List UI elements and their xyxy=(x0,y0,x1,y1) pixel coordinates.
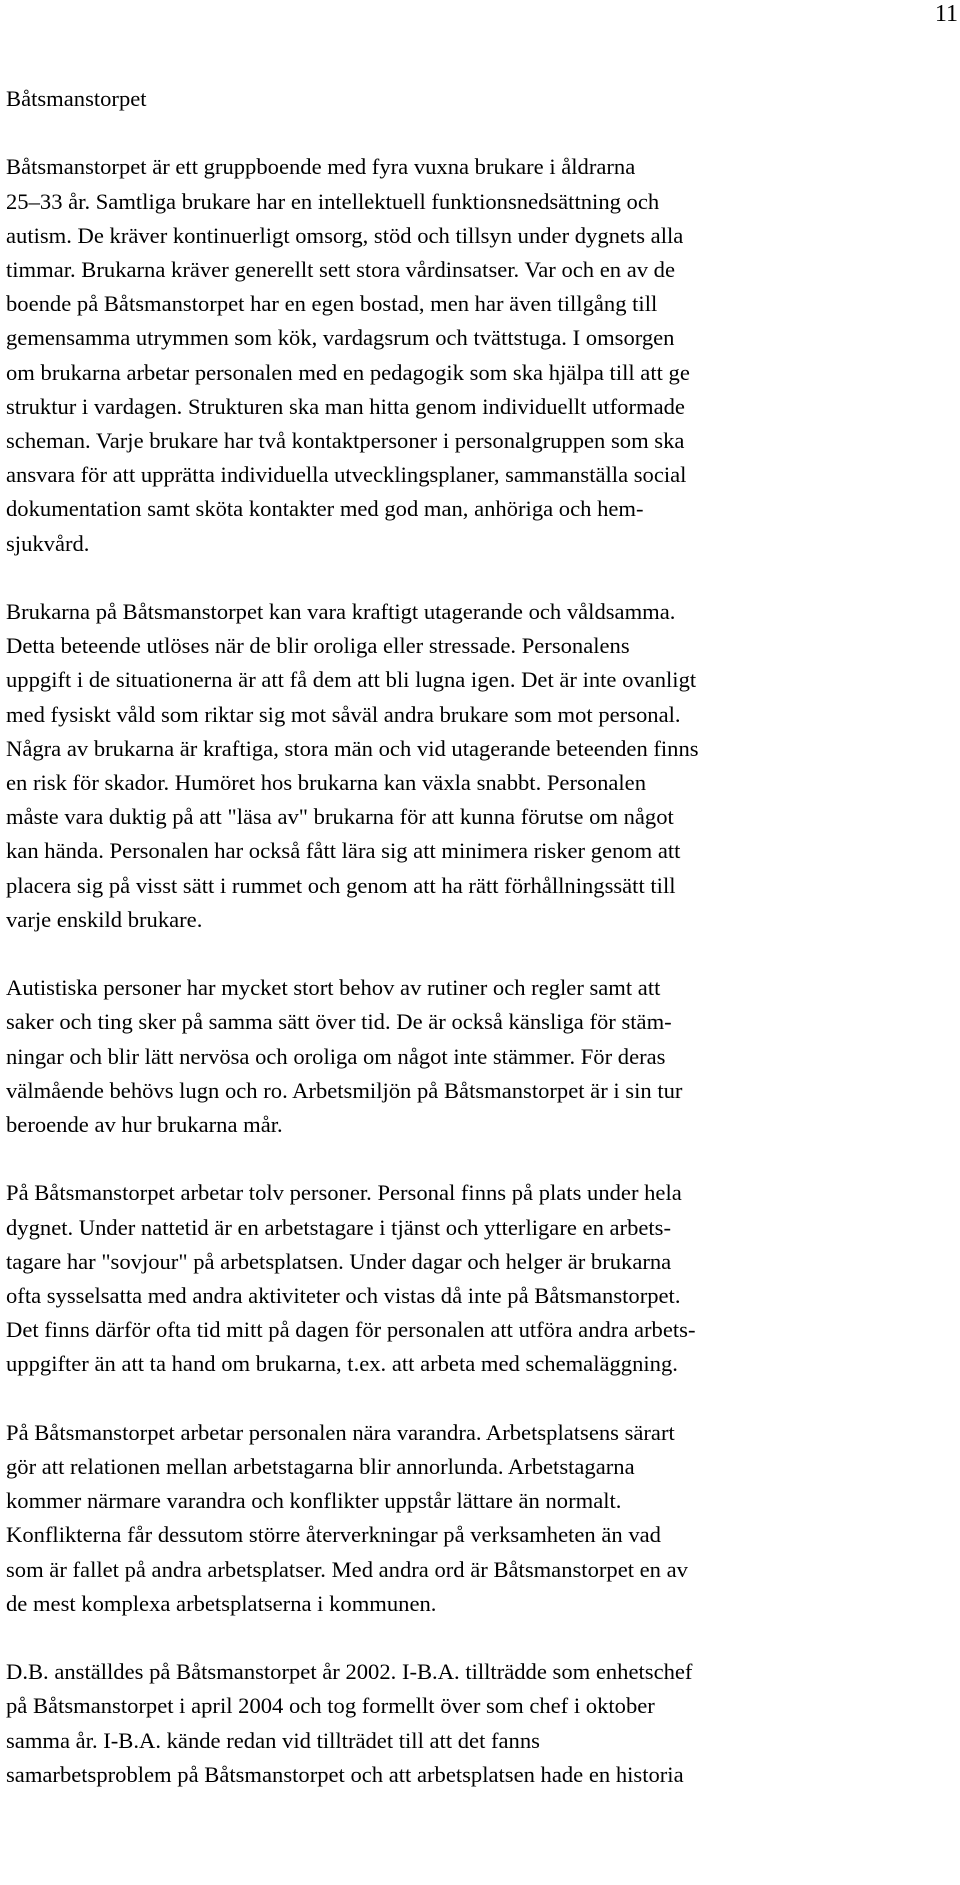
text-line: dygnet. Under nattetid är en arbetstagare i tjänst och ytterligare en arbets- xyxy=(6,1214,671,1240)
text-line: ningar och blir lätt nervösa och oroliga om något inte stämmer. För deras xyxy=(6,1043,666,1069)
text-line: dokumentation samt sköta kontakter med god man, anhöriga och hem- xyxy=(6,496,644,522)
text-line: Konflikterna får dessutom större återverkningar på verksamheten än vad xyxy=(6,1522,661,1548)
text-line: scheman. Varje brukare har två kontaktpersoner i personalgruppen som ska xyxy=(6,428,685,454)
text-line: på Båtsmanstorpet i april 2004 och tog formellt över som chef i oktober xyxy=(6,1693,655,1719)
text-line: som är fallet på andra arbetsplatser. Med andra ord är Båtsmanstorpet en av xyxy=(6,1556,688,1582)
text-line: boende på Båtsmanstorpet har en egen bostad, men har även tillgång till xyxy=(6,291,658,317)
text-line: ansvara för att upprätta individuella utvecklingsplaner, sammanställa social xyxy=(6,462,687,488)
paragraph xyxy=(6,595,950,937)
text-line: kan hända. Personalen har också fått lära sig att minimera risker genom att xyxy=(6,838,681,864)
text-line: Brukarna på Båtsmanstorpet kan vara kraftigt utagerande och våldsamma. xyxy=(6,599,676,625)
paragraph xyxy=(6,971,950,1142)
paragraph xyxy=(6,150,950,560)
text-line: uppgift i de situationerna är att få dem att bli lugna igen. Det är inte ovanligt xyxy=(6,667,697,693)
paragraph xyxy=(6,1655,950,1792)
text-line: tagare har "sovjour" på arbetsplatsen. Under dagar och helger är brukarna xyxy=(6,1248,672,1274)
paragraph xyxy=(6,1416,950,1621)
text-line: välmående behövs lugn och ro. Arbetsmiljön på Båtsmanstorpet är i sin tur xyxy=(6,1077,683,1103)
document-body xyxy=(6,82,950,1792)
text-line: timmar. Brukarna kräver generellt sett stora vårdinsatser. Var och en av de xyxy=(6,257,675,282)
text-line: Detta beteende utlöses när de blir oroliga eller stressade. Personalens xyxy=(6,633,630,659)
text-line: 25–33 år. Samtliga brukare har en intellektuell funktionsnedsättning och xyxy=(6,188,660,214)
text-line: måste vara duktig på att "läsa av" brukarna för att kunna förutse om något xyxy=(6,804,674,830)
text-line: Autistiska personer har mycket stort behov av rutiner och regler samt att xyxy=(6,975,661,1001)
text-line: varje enskild brukare. xyxy=(6,906,203,932)
text-line: På Båtsmanstorpet arbetar tolv personer. Personal finns på plats under hela xyxy=(6,1180,682,1206)
section-heading: Båtsmanstorpet xyxy=(6,86,147,111)
text-line: samma år. I-B.A. kände redan vid tillträdet till att det fanns xyxy=(6,1727,540,1753)
text-line: placera sig på visst sätt i rummet och genom att ha rätt förhållningssätt till xyxy=(6,872,676,898)
text-line: gör att relationen mellan arbetstagarna blir annorlunda. Arbetstagarna xyxy=(6,1454,635,1480)
text-line: sjukvård. xyxy=(6,530,90,556)
text-line: D.B. anställdes på Båtsmanstorpet år 2002. I-B.A. tillträdde som enhetschef xyxy=(6,1659,693,1685)
text-line: beroende av hur brukarna mår. xyxy=(6,1112,283,1138)
text-line: samarbetsproblem på Båtsmanstorpet och att arbetsplatsen hade en historia xyxy=(6,1761,684,1787)
text-line: Det finns därför ofta tid mitt på dagen för personalen att utföra andra arbets- xyxy=(6,1317,696,1343)
text-line: kommer närmare varandra och konflikter uppstår lättare än normalt. xyxy=(6,1488,622,1514)
text-line: en risk för skador. Humöret hos brukarna kan växla snabbt. Personalen xyxy=(6,770,646,796)
text-line: uppgifter än att ta hand om brukarna, t.ex. att arbeta med schemaläggning. xyxy=(6,1351,678,1377)
text-line: saker och ting sker på samma sätt över tid. De är också känsliga för stäm- xyxy=(6,1009,672,1035)
text-line: gemensamma utrymmen som kök, vardagsrum och tvättstuga. I omsorgen xyxy=(6,325,675,351)
text-line: ofta sysselsatta med andra aktiviteter och vistas då inte på Båtsmanstorpet. xyxy=(6,1283,681,1309)
page-number: 11 xyxy=(934,1,958,27)
text-line: På Båtsmanstorpet arbetar personalen nära varandra. Arbetsplatsens särart xyxy=(6,1419,675,1445)
text-line: struktur i vardagen. Strukturen ska man hitta genom individuellt utformade xyxy=(6,393,685,419)
text-line: de mest komplexa arbetsplatserna i kommunen. xyxy=(6,1590,437,1616)
paragraph xyxy=(6,1176,950,1381)
text-line: om brukarna arbetar personalen med en pedagogik som ska hjälpa till att ge xyxy=(6,359,690,385)
text-line: med fysiskt våld som riktar sig mot såväl andra brukare som mot personal. xyxy=(6,701,681,727)
text-line: autism. De kräver kontinuerligt omsorg, stöd och tillsyn under dygnets alla xyxy=(6,222,684,248)
text-line: Båtsmanstorpet är ett gruppboende med fyra vuxna brukare i åldrarna xyxy=(6,154,636,180)
text-line: Några av brukarna är kraftiga, stora män och vid utagerande beteenden finns xyxy=(6,735,699,761)
